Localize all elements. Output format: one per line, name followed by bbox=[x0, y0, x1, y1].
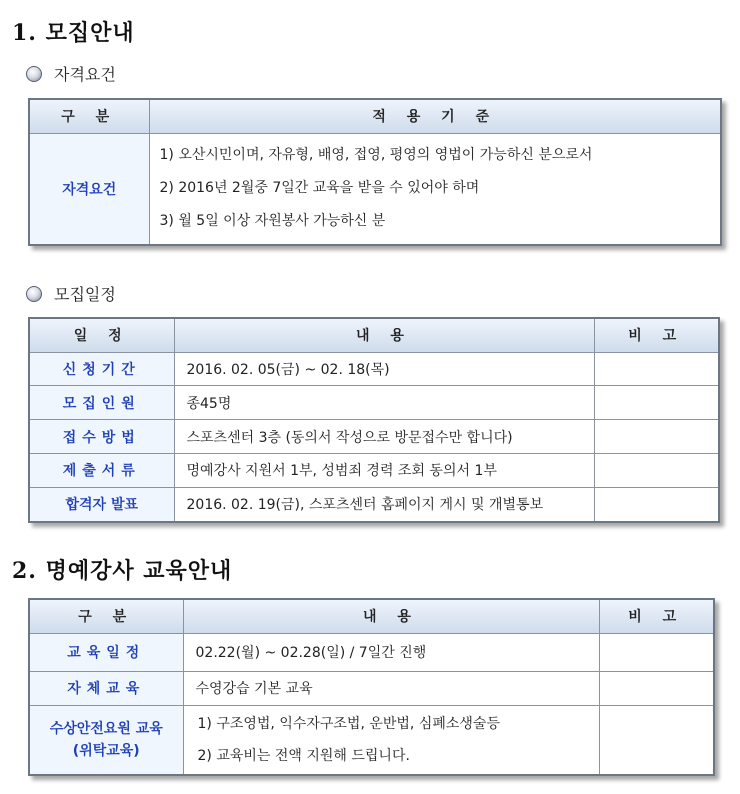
row-content-line-1: 1) 구조영법, 익수자구조법, 운반법, 심폐소생술등 bbox=[197, 715, 500, 732]
row-label: 합격자 발표 bbox=[29, 487, 174, 522]
qualification-label: 자격요건 bbox=[29, 133, 149, 245]
table-row bbox=[29, 420, 719, 454]
row-note bbox=[599, 633, 714, 671]
table-row bbox=[29, 352, 719, 386]
table-row bbox=[29, 386, 719, 420]
education-table bbox=[28, 598, 715, 776]
qualifications-table bbox=[28, 98, 722, 246]
row-note bbox=[594, 386, 719, 420]
row-label: 모집인원 bbox=[29, 386, 174, 420]
header-criteria: 적 용 기 준 bbox=[149, 99, 721, 133]
table-row bbox=[29, 453, 719, 487]
row-label: 접수방법 bbox=[29, 420, 174, 454]
row-note bbox=[594, 487, 719, 522]
schedule-subtitle bbox=[26, 282, 116, 305]
table-row bbox=[29, 671, 714, 705]
qualification-line-3: 3) 월 5일 이상 자원봉사 가능하신 분 bbox=[159, 213, 386, 230]
row-note bbox=[594, 352, 719, 386]
schedule-table bbox=[28, 317, 720, 523]
header-note: 비 고 bbox=[599, 599, 714, 633]
row-label-line-2: (위탁교육) bbox=[72, 742, 140, 759]
qualifications-subtitle-text: 자격요건 bbox=[54, 65, 116, 84]
table-row bbox=[29, 705, 714, 775]
table-row bbox=[29, 487, 719, 522]
qualification-line-1: 1) 오산시민이며, 자유형, 배영, 접영, 평영의 영법이 가능하신 분으로서 bbox=[159, 147, 593, 164]
header-content: 내 용 bbox=[174, 318, 594, 352]
row-label: 제출서류 bbox=[29, 453, 174, 487]
row-content: 02.22(월) ~ 02.28(일) / 7일간 진행 bbox=[183, 633, 599, 671]
bullet-icon bbox=[26, 286, 42, 302]
row-content: 2016. 02. 19(금), 스포츠센터 홈페이지 게시 및 개별통보 bbox=[174, 487, 594, 522]
header-schedule: 일 정 bbox=[29, 318, 174, 352]
bullet-icon bbox=[26, 66, 42, 82]
qualifications-subtitle bbox=[26, 62, 116, 85]
header-category: 구 분 bbox=[29, 599, 183, 633]
row-content-line-2: 2) 교육비는 전액 지원해 드립니다. bbox=[197, 747, 410, 764]
table-row bbox=[29, 633, 714, 671]
row-note bbox=[594, 420, 719, 454]
header-content: 내 용 bbox=[183, 599, 599, 633]
qualification-line-2: 2) 2016년 2월중 7일간 교육을 받을 수 있어야 하며 bbox=[159, 180, 480, 197]
row-content: 명예강사 지원서 1부, 성범죄 경력 조회 동의서 1부 bbox=[174, 453, 594, 487]
header-note: 비 고 bbox=[594, 318, 719, 352]
row-label: 교육일정 bbox=[29, 633, 183, 671]
row-label bbox=[29, 705, 183, 775]
section-1-title: 1. 모집안내 bbox=[12, 20, 135, 46]
row-content: 수영강습 기본 교육 bbox=[183, 671, 599, 705]
qualification-content bbox=[149, 133, 721, 245]
header-category: 구 분 bbox=[29, 99, 149, 133]
row-note bbox=[599, 671, 714, 705]
row-content: 스포츠센터 3층 (동의서 작성으로 방문접수만 합니다) bbox=[174, 420, 594, 454]
row-label-line-1: 수상안전요원 교육 bbox=[49, 720, 163, 737]
row-content: 종45명 bbox=[174, 386, 594, 420]
row-content: 2016. 02. 05(금) ~ 02. 18(목) bbox=[174, 352, 594, 386]
schedule-subtitle-text: 모집일정 bbox=[54, 285, 116, 304]
row-label: 신청기간 bbox=[29, 352, 174, 386]
row-note bbox=[594, 453, 719, 487]
row-content bbox=[183, 705, 599, 775]
section-2-title: 2. 명예강사 교육안내 bbox=[12, 558, 233, 584]
row-note bbox=[599, 705, 714, 775]
row-label: 자체교육 bbox=[29, 671, 183, 705]
